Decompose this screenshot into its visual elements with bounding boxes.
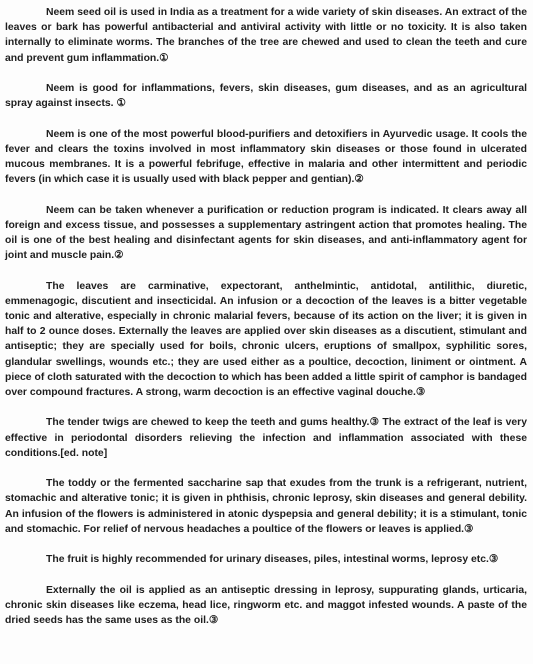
paragraph-blood-purifier: Neem is one of the most powerful blood-purifiers and detoxifiers in Ayurvedic usage. It cools the fever and clears the toxins involved in most inflammatory skin diseases or those found in ulcerated mucous membranes. It is a powerful febrifuge, effective in malaria and other intermittent and periodic fevers (in which case it is usually used with black pepper and gentian).②: [5, 128, 527, 186]
paragraph-neem-seed-oil: Neem seed oil is used in India as a treatment for a wide variety of skin diseases. An extract of the leaves or bark has powerful antibacterial and antiviral activity with little or no toxicity. It is also taken internally to eliminate worms. The branches of the tree are chewed and used to clean the teeth and cure and prevent gum inflammation.①: [5, 7, 527, 64]
paragraph-tender-twigs: The tender twigs are chewed to keep the teeth and gums healthy.③ The extract of the leaf is very effective in periodontal disorders relieving the infection and inflammation associated with these conditions.[ed. note]: [5, 417, 527, 459]
paragraph-toddy-sap: The toddy or the fermented saccharine sap that exudes from the trunk is a refrigerant, nutrient, stomachic and alterative tonic; it is given in phthisis, chronic leprosy, skin diseases and general debility. An infusion of the flowers is administered in atonic dyspepsia and general debility; it is a stimulant, tonic and stomachic. For relief of nervous headaches a poultice of the flowers or leaves is applied.③: [5, 478, 527, 535]
paragraph-neem-good-for: Neem is good for inflammations, fevers, skin diseases, gum diseases, and as an agricultural spray against insects. ①: [5, 83, 527, 110]
paragraph-fruit: The fruit is highly recommended for urinary diseases, piles, intestinal worms, leprosy etc.③: [46, 554, 499, 566]
paragraph-oil-external: Externally the oil is applied as an antiseptic dressing in leprosy, suppurating glands, urticaria, chronic skin diseases like eczema, head lice, ringworm etc. and maggot infested wounds. A paste of the dried seeds has the same uses as the oil.③: [5, 584, 527, 626]
paragraph-purification: Neem can be taken whenever a purification or reduction program is indicated. It clears away all foreign and excess tissue, and possesses a supplementary astringent action that promotes healing. The oil is one of the best healing and disinfectant agents for skin diseases, and anti-inflammatory agent for joint and muscle pain.②: [5, 204, 527, 262]
paragraph-leaves: The leaves are carminative, expectorant, anthelmintic, antidotal, antilithic, diuretic, emmenagogic, discutient and insecticidal. An infusion or a decoction of the leaves is a bitter vegetable tonic and alterative, especially in chronic malarial fevers, because of its action on the liver; it is given in half to 2 ounce doses. Externally the leaves are applied over skin diseases as a discutient, stimulant and antiseptic; they are specially used for boils, chronic ulcers, eruptions of smallpox, syphilitic sores, glandular swellings, wounds etc.; they are used either as a poultice, decoction, liniment or ointment. A piece of cloth saturated with the decoction to which has been added a little spirit of camphor is bandaged over compound fractures. A strong, warm decoction is an effective vaginal douche.③: [5, 280, 527, 399]
